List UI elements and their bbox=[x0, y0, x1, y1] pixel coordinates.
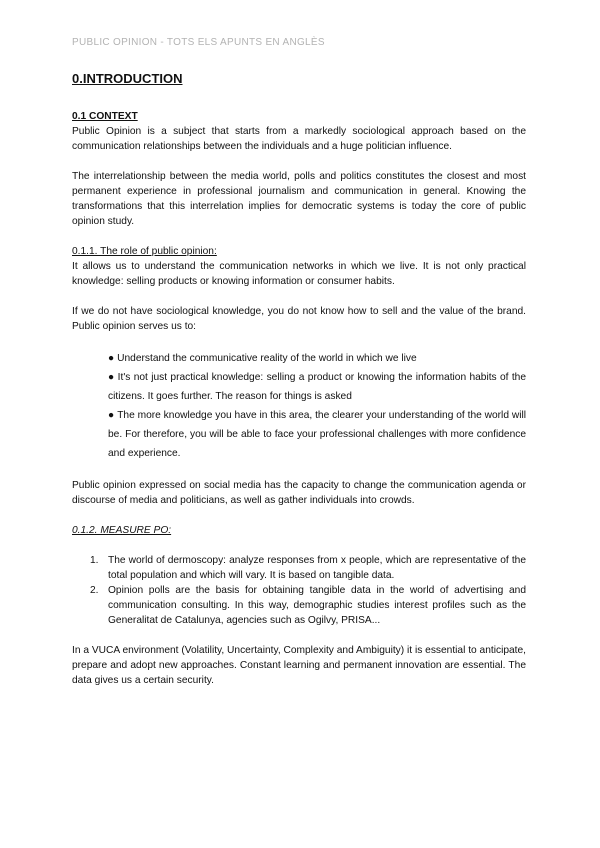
subsection-heading-measure: 0.1.2. MEASURE PO: bbox=[72, 525, 172, 536]
list-item bbox=[108, 349, 526, 368]
list-item bbox=[72, 553, 526, 583]
list-item bbox=[108, 368, 526, 406]
section-heading-context: 0.1 CONTEXT bbox=[72, 111, 138, 122]
list-item-text: The more knowledge you have in this area, the clearer your understanding of the world will be. For therefore, you will be able to face your professional challenges with more confidence and experience. bbox=[108, 410, 526, 459]
paragraph: Public opinion expressed on social media has the capacity to change the communication agenda or discourse of media and politicians, as well as gather individuals into crowds. bbox=[72, 480, 526, 506]
document-body bbox=[72, 70, 526, 703]
running-header: PUBLIC OPINION - TOTS ELS APUNTS EN ANGLÈS bbox=[72, 37, 325, 48]
list-item-text: Understand the communicative reality of the world in which we live bbox=[117, 353, 417, 364]
bullet-icon: ● bbox=[108, 410, 115, 421]
list-item-text: Opinion polls are the basis for obtaining tangible data in the world of advertising and communication consulting. In this way, demographic studies interest profiles such as the Generalitat de Catalunya, agencies such as Ogilvy, PRISA... bbox=[108, 585, 526, 626]
chapter-title: 0.INTRODUCTION bbox=[72, 71, 183, 86]
paragraph: If we do not have sociological knowledge, you do not know how to sell and the value of the brand. Public opinion serves us to: bbox=[72, 306, 526, 332]
numbered-list bbox=[72, 553, 526, 628]
bullet-icon: ● bbox=[108, 353, 115, 364]
paragraph: Public Opinion is a subject that starts from a markedly sociological approach based on the communication relationships between the individuals and a huge politician influence. bbox=[72, 126, 526, 152]
paragraph: The interrelationship between the media world, polls and politics constitutes the closest and most permanent experience in professional journalism and communication in general. Knowing the transformations that this interrelation implies for democratic systems is today the core of public opinion study. bbox=[72, 171, 526, 227]
bullet-icon: ● bbox=[108, 372, 115, 383]
list-item bbox=[72, 583, 526, 628]
bullet-list bbox=[108, 349, 526, 463]
list-item bbox=[108, 406, 526, 463]
list-number: 1. bbox=[90, 555, 99, 566]
list-item-text: The world of dermoscopy: analyze responses from x people, which are representative of the total population and which will vary. It is based on tangible data. bbox=[108, 555, 526, 581]
paragraph: In a VUCA environment (Volatility, Uncertainty, Complexity and Ambiguity) it is essential to anticipate, prepare and adopt new approaches. Constant learning and permanent innovation are essential. The data gives us a certain security. bbox=[72, 645, 526, 686]
paragraph: It allows us to understand the communication networks in which we live. It is not only practical knowledge: selling products or knowing information or consumer habits. bbox=[72, 261, 526, 287]
list-number: 2. bbox=[90, 585, 99, 596]
list-item-text: It's not just practical knowledge: selling a product or knowing the information habits of the citizens. It goes further. The reason for things is asked bbox=[108, 372, 526, 402]
subsection-heading-role: 0.1.1. The role of public opinion: bbox=[72, 246, 217, 257]
